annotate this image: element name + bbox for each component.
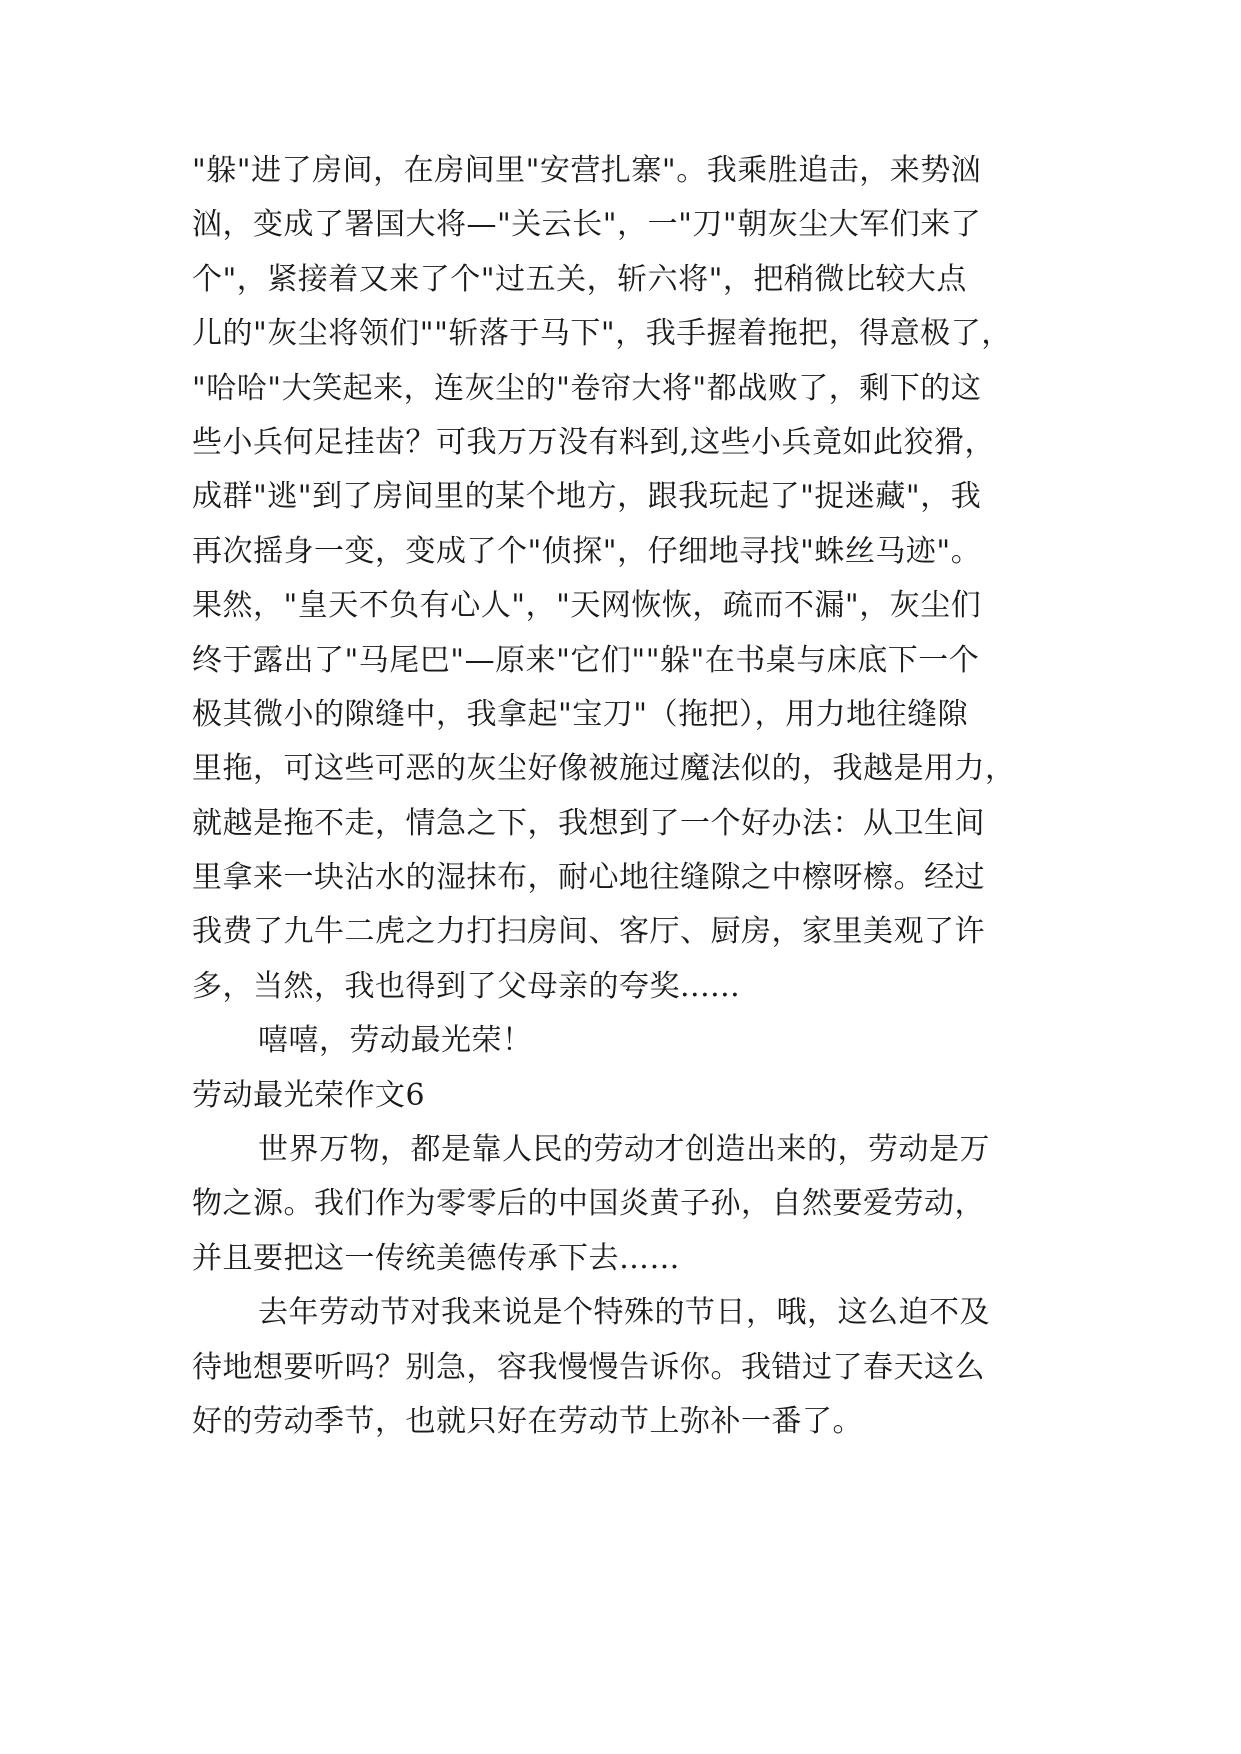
paragraph-line: 终于露出了"马尾巴"—原来"它们""躲"在书桌与床底下一个 <box>192 643 980 678</box>
paragraph-line: 个"，紧接着又来了个"过五关，斩六将"，把稍微比较大点 <box>192 262 967 297</box>
paragraph-line: 儿的"灰尘将领们""斩落于马下"，我手握着拖把，得意极了， <box>192 316 1012 351</box>
paragraph-line: 里拿来一块沾水的湿抹布，耐心地往缝隙之中檫呀檫。经过 <box>192 860 985 895</box>
paragraph-line: 就越是拖不走，情急之下，我想到了一个好办法：从卫生间 <box>192 806 985 841</box>
paragraph-line: 世界万物，都是靠人民的劳动才创造出来的，劳动是万 <box>258 1132 990 1167</box>
paragraph-line: 物之源。我们作为零零后的中国炎黄子孙，自然要爱劳动， <box>192 1186 985 1221</box>
paragraph-line: 果然，"皇天不负有心人"，"天网恢恢，疏而不漏"，灰尘们 <box>192 588 982 623</box>
paragraph-line: 去年劳动节对我来说是个特殊的节日，哦，这么迫不及 <box>258 1295 990 1330</box>
paragraph-line: "躲"进了房间，在房间里"安营扎寨"。我乘胜追击，来势汹 <box>192 153 982 188</box>
paragraph-line: 极其微小的隙缝中，我拿起"宝刀"（拖把），用力地往缝隙 <box>192 697 969 732</box>
paragraph-line: 我费了九牛二虎之力打扫房间、客厅、厨房，家里美观了许 <box>192 914 985 949</box>
paragraph-line: 好的劳动季节，也就只好在劳动节上弥补一番了。 <box>192 1404 863 1439</box>
paragraph-line: "哈哈"大笑起来，连灰尘的"卷帘大将"都战败了，剩下的这 <box>192 371 982 406</box>
paragraph-line: 汹，变成了署国大将—"关云长"，一"刀"朝灰尘大军们来了 <box>192 207 982 242</box>
paragraph-line: 成群"逃"到了房间里的某个地方，跟我玩起了"捉迷藏"，我 <box>192 479 982 514</box>
paragraph-line: 待地想要听吗？别急，容我慢慢告诉你。我错过了春天这么 <box>192 1350 985 1385</box>
paragraph-line: 嘻嘻，劳动最光荣！ <box>258 1023 533 1058</box>
paragraph-line: 再次摇身一变，变成了个"侦探"，仔细地寻找"蛛丝马迹"。 <box>192 534 982 569</box>
paragraph-line: 多，当然，我也得到了父母亲的夸奖...... <box>192 969 741 1004</box>
paragraph-line: 并且要把这一传统美德传承下去…… <box>192 1241 680 1276</box>
paragraph-line: 些小兵何足挂齿？可我万万没有料到,这些小兵竟如此狡猾， <box>192 425 996 460</box>
paragraph-line: 里拖，可这些可恶的灰尘好像被施过魔法似的，我越是用力， <box>192 751 1016 786</box>
section-title: 劳动最光荣作文6 <box>192 1078 426 1113</box>
